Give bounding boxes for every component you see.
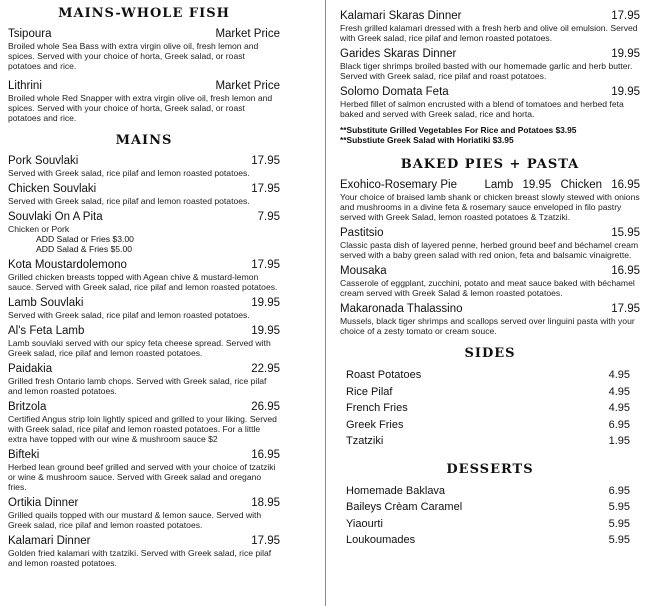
option-label: Lamb [484, 179, 514, 191]
item-description: Herbed lean ground beef grilled and served with your choice of tzatziki or wine & mushroom sauce. Served with Greek salad and oregano fries. [8, 462, 276, 492]
substitute-note: **Substitute Grilled Vegetables For Rice and Potatoes $3.95 [340, 125, 577, 135]
item-price: 17.95 [251, 259, 280, 271]
menu-item [8, 448, 280, 492]
item-price: 18.95 [251, 497, 280, 509]
left-column [8, 0, 280, 572]
menu-item [340, 226, 640, 260]
item-price: 19.95 [251, 297, 280, 309]
item-name: Bifteki [8, 449, 40, 461]
item-description: Chicken or Pork [8, 224, 70, 234]
side-item [340, 433, 640, 450]
item-description: Golden fried kalamari with tzatziki. Served with Greek salad, rice pilaf and lemon roasted potatoes. [8, 548, 272, 568]
item-price: 16.95 [251, 449, 280, 461]
side-price: 1.95 [608, 435, 630, 447]
side-name: Greek Fries [346, 418, 404, 431]
option-price: 19.95 [522, 179, 552, 191]
dessert-item [340, 499, 640, 516]
item-name: Garides Skaras Dinner [340, 48, 457, 60]
item-price: 19.95 [611, 86, 640, 98]
menu-item [8, 154, 280, 178]
whole-fish-title: MAINS-WHOLE FISH [58, 6, 230, 21]
dessert-name: Yiaourti [346, 517, 383, 530]
mains-title: MAINS [115, 133, 173, 148]
side-price: 4.95 [608, 385, 630, 398]
item-description: Certified Angus strip loin lightly spiced and grilled to your liking. Served with Greek salad, rice pilaf and lemon roasted potatoes. For a little extra have topped with our wine & mushroom sauce $2 [8, 414, 277, 444]
item-price: 17.95 [251, 183, 280, 195]
menu-item [8, 324, 280, 358]
right-column [340, 0, 640, 549]
menu-item [8, 362, 280, 396]
dessert-item [340, 532, 640, 549]
side-name: Roast Potatoes [346, 369, 422, 381]
dessert-price: 5.95 [608, 501, 630, 513]
item-name: Kalamari Dinner [8, 535, 91, 547]
item-price: 19.95 [611, 48, 640, 60]
item-name: Solomo Domata Feta [340, 86, 449, 98]
menu-item [8, 400, 280, 444]
item-price: 15.95 [611, 227, 640, 239]
baked-pies-title: BAKED PIES + PASTA [400, 157, 580, 172]
menu-item [340, 178, 640, 222]
dessert-name: Loukoumades [346, 534, 416, 546]
dessert-price: 6.95 [608, 484, 630, 497]
side-name: Tzatziki [346, 435, 384, 447]
item-name: Tsipoura [8, 28, 52, 40]
option-label: Chicken [560, 179, 603, 191]
dessert-item [340, 483, 640, 500]
item-name: Mousaka [340, 265, 387, 277]
dessert-name: Homemade Baklava [346, 484, 446, 497]
item-price: 17.95 [611, 303, 640, 315]
item-description: Your choice of braised lamb shank or chicken breast slowly stewed with onions and mushrooms in a divine feta & rosemary sauce enveloped in filo pastry served with Greek Salad, lemon roasted potatoes & Tzatziki. [340, 192, 640, 222]
dessert-price: 5.95 [608, 517, 630, 530]
item-description: Served with Greek salad, rice pilaf and lemon roasted potatoes. [8, 196, 250, 206]
item-price: 19.95 [251, 325, 280, 337]
item-name: Lithrini [8, 80, 42, 92]
dessert-price: 5.95 [608, 534, 630, 546]
item-name: Makaronada Thalassino [340, 303, 463, 315]
menu-item [340, 85, 640, 119]
item-name: Kota Moustardolemono [8, 259, 127, 271]
item-name: Ortikia Dinner [8, 497, 79, 509]
item-name: Kalamari Skaras Dinner [340, 10, 462, 22]
menu-item [340, 47, 640, 81]
side-item [340, 400, 640, 417]
item-description: Lamb souvlaki served with our spicy feta cheese spread. Served with Greek salad, rice pilaf and lemon roasted potatoes. [8, 338, 271, 358]
item-price: Market Price [215, 28, 280, 40]
side-item [340, 384, 640, 401]
menu-item [340, 9, 640, 43]
item-name: Souvlaki On A Pita [8, 211, 103, 223]
side-price: 4.95 [608, 402, 630, 414]
item-price: 26.95 [251, 401, 280, 413]
option-price: 16.95 [611, 179, 640, 191]
item-price: 22.95 [251, 363, 280, 375]
addon-line: ADD Salad or Fries $3.00 [36, 234, 134, 244]
side-name: Rice Pilaf [346, 385, 393, 398]
substitute-note: **Substiute Greek Salad with Horiatiki $3.95 [340, 135, 514, 145]
menu-item [8, 296, 280, 320]
menu-item [340, 264, 640, 298]
item-price-options [478, 178, 640, 192]
item-name: Chicken Souvlaki [8, 183, 97, 195]
item-description: Served with Greek salad, rice pilaf and lemon roasted potatoes. [8, 168, 250, 178]
item-name: Paidakia [8, 363, 53, 375]
menu-item [8, 534, 280, 568]
menu-item [8, 210, 280, 254]
item-name: Lamb Souvlaki [8, 297, 84, 309]
item-description: Fresh grilled kalamari dressed with a fresh herb and olive oil emulsion. Served with Greek salad, rice pilaf and lemon roasted potatoes. [340, 23, 638, 43]
addon-line: ADD Salad & Fries $5.00 [36, 244, 133, 254]
side-price: 6.95 [608, 418, 630, 431]
item-name: Britzola [8, 401, 47, 413]
item-description: Served with Greek salad, rice pilaf and lemon roasted potatoes. [8, 310, 250, 320]
sides-title: SIDES [464, 346, 516, 361]
dessert-item [340, 516, 640, 533]
side-item [340, 367, 640, 384]
menu-item [8, 79, 280, 123]
item-name: Al's Feta Lamb [8, 325, 85, 337]
item-description: Broiled whole Sea Bass with extra virgin olive oil, fresh lemon and spices. Served with your choice of horta, Greek salad, or roast potatoes and rice. [8, 41, 259, 71]
item-description: Broiled whole Red Snapper with extra virgin olive oil, fresh lemon and spices. Served with your choice of horta, Greek salad, or roast potatoes and rice. [8, 93, 273, 123]
item-price: 7.95 [257, 211, 280, 223]
side-price: 4.95 [608, 369, 630, 381]
menu-item [8, 496, 280, 530]
menu-item [8, 258, 280, 292]
item-description: Grilled fresh Ontario lamb chops. Served with Greek salad, rice pilaf and lemon roasted potatoes. [8, 376, 267, 396]
side-name: French Fries [346, 402, 408, 414]
item-description: Grilled quails topped with our mustard & lemon sauce. Served with Greek salad, rice pilaf and lemon roasted potatoes. [8, 510, 262, 530]
item-description: Casserole of eggplant, zucchini, potato and meat sauce baked with béchamel cream served with Greek Salad & lemon roasted potatoes. [340, 278, 635, 298]
item-name: Exohico-Rosemary Pie [340, 179, 457, 191]
item-price: 17.95 [611, 10, 640, 22]
menu-item [8, 27, 280, 71]
dessert-name: Baileys Crèam Caramel [346, 501, 463, 513]
side-item [340, 417, 640, 434]
desserts-title: DESSERTS [446, 461, 534, 477]
item-description: Classic pasta dish of layered penne, herbed ground beef and béchamel cream served with a baby green salad with red onion, feta and balsamic vinaigrette. [340, 240, 639, 260]
item-price: 17.95 [251, 155, 280, 167]
menu-item [340, 302, 640, 336]
item-description: Mussels, black tiger shrimps and scallops served over linguini pasta with your choice of a zesty tomato or cream souce. [340, 316, 635, 336]
item-price: Market Price [215, 80, 280, 92]
item-name: Pork Souvlaki [8, 155, 79, 167]
item-price: 17.95 [251, 535, 280, 547]
item-description: Herbed fillet of salmon encrusted with a blend of tomatoes and herbed feta baked and served with Greek salad, rice and horta. [340, 99, 624, 119]
item-description: Black tiger shrimps broiled basted with our homemade garlic and herb butter. Served with Greek salad, rice pilaf and roast potatoes. [340, 61, 633, 81]
column-divider [325, 0, 326, 606]
item-description: Grilled chicken breasts topped with Agean chive & mustard-lemon sauce. Served with Greek salad, rice pilaf and lemon roasted potatoes. [8, 272, 278, 292]
item-name: Pastitsio [340, 227, 384, 239]
item-price: 16.95 [611, 265, 640, 277]
menu-item [8, 182, 280, 206]
